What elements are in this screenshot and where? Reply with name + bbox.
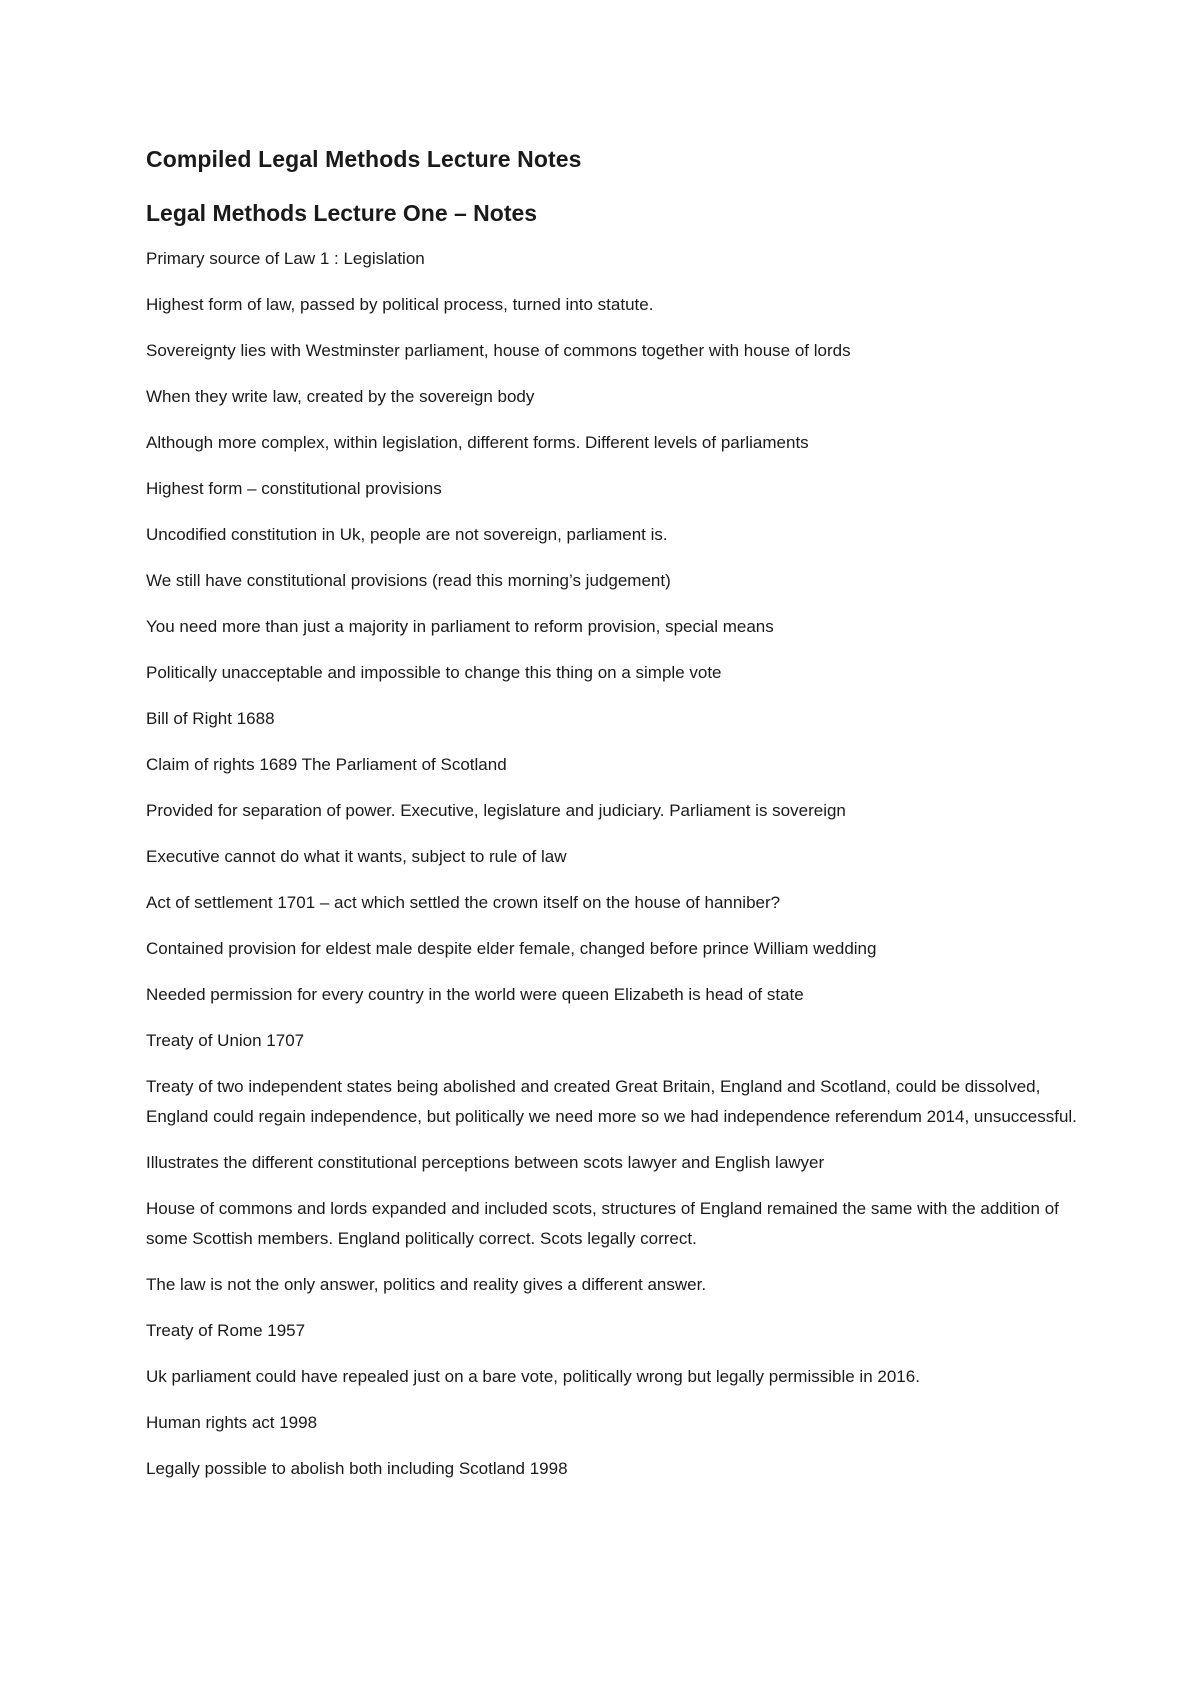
note-paragraph: Treaty of Union 1707 bbox=[146, 1031, 305, 1050]
note-paragraph: Treaty of Rome 1957 bbox=[146, 1321, 306, 1340]
note-paragraph: Act of settlement 1701 – act which settled the crown itself on the house of hanniber? bbox=[146, 893, 781, 912]
note-paragraph: Contained provision for eldest male despite elder female, changed before prince William wedding bbox=[146, 939, 877, 958]
note-paragraph: Politically unacceptable and impossible to change this thing on a simple vote bbox=[146, 663, 722, 682]
notes-list bbox=[146, 244, 1096, 1484]
note-paragraph: You need more than just a majority in parliament to reform provision, special means bbox=[146, 617, 774, 636]
note-paragraph: Needed permission for every country in the world were queen Elizabeth is head of state bbox=[146, 985, 804, 1004]
note-paragraph: The law is not the only answer, politics and reality gives a different answer. bbox=[146, 1275, 707, 1294]
note-paragraph: Illustrates the different constitutional perceptions between scots lawyer and English lawyer bbox=[146, 1153, 825, 1172]
note-paragraph: Legally possible to abolish both including Scotland 1998 bbox=[146, 1459, 568, 1478]
note-paragraph: Uk parliament could have repealed just on a bare vote, politically wrong but legally permissible in 2016. bbox=[146, 1367, 920, 1386]
note-paragraph: Claim of rights 1689 The Parliament of Scotland bbox=[146, 755, 507, 774]
note-paragraph: When they write law, created by the sovereign body bbox=[146, 387, 535, 406]
document-title: Compiled Legal Methods Lecture Notes bbox=[146, 146, 582, 172]
document-content bbox=[146, 142, 1096, 1500]
note-paragraph: We still have constitutional provisions (read this morning’s judgement) bbox=[146, 571, 671, 590]
note-paragraph: Although more complex, within legislation, different forms. Different levels of parliaments bbox=[146, 433, 809, 452]
note-paragraph: Primary source of Law 1 : Legislation bbox=[146, 249, 425, 268]
note-paragraph: Highest form – constitutional provisions bbox=[146, 479, 442, 498]
note-paragraph: Human rights act 1998 bbox=[146, 1413, 318, 1432]
note-paragraph: Highest form of law, passed by political process, turned into statute. bbox=[146, 295, 654, 314]
note-paragraph: Provided for separation of power. Executive, legislature and judiciary. Parliament is sovereign bbox=[146, 801, 846, 820]
note-paragraph: Uncodified constitution in Uk, people are not sovereign, parliament is. bbox=[146, 525, 668, 544]
note-paragraph: House of commons and lords expanded and included scots, structures of England remained the same with the addition of some Scottish members. England politically correct. Scots legally correct. bbox=[146, 1199, 1059, 1248]
note-paragraph: Bill of Right 1688 bbox=[146, 709, 275, 728]
note-paragraph: Treaty of two independent states being abolished and created Great Britain, England and Scotland, could be dissolved, England could regain independence, but politically we need more so we had independence referendum 2014, unsuccessful. bbox=[146, 1077, 1077, 1126]
note-paragraph: Sovereignty lies with Westminster parliament, house of commons together with house of lords bbox=[146, 341, 851, 360]
note-paragraph: Executive cannot do what it wants, subject to rule of law bbox=[146, 847, 567, 866]
lecture-heading: Legal Methods Lecture One – Notes bbox=[146, 200, 538, 226]
